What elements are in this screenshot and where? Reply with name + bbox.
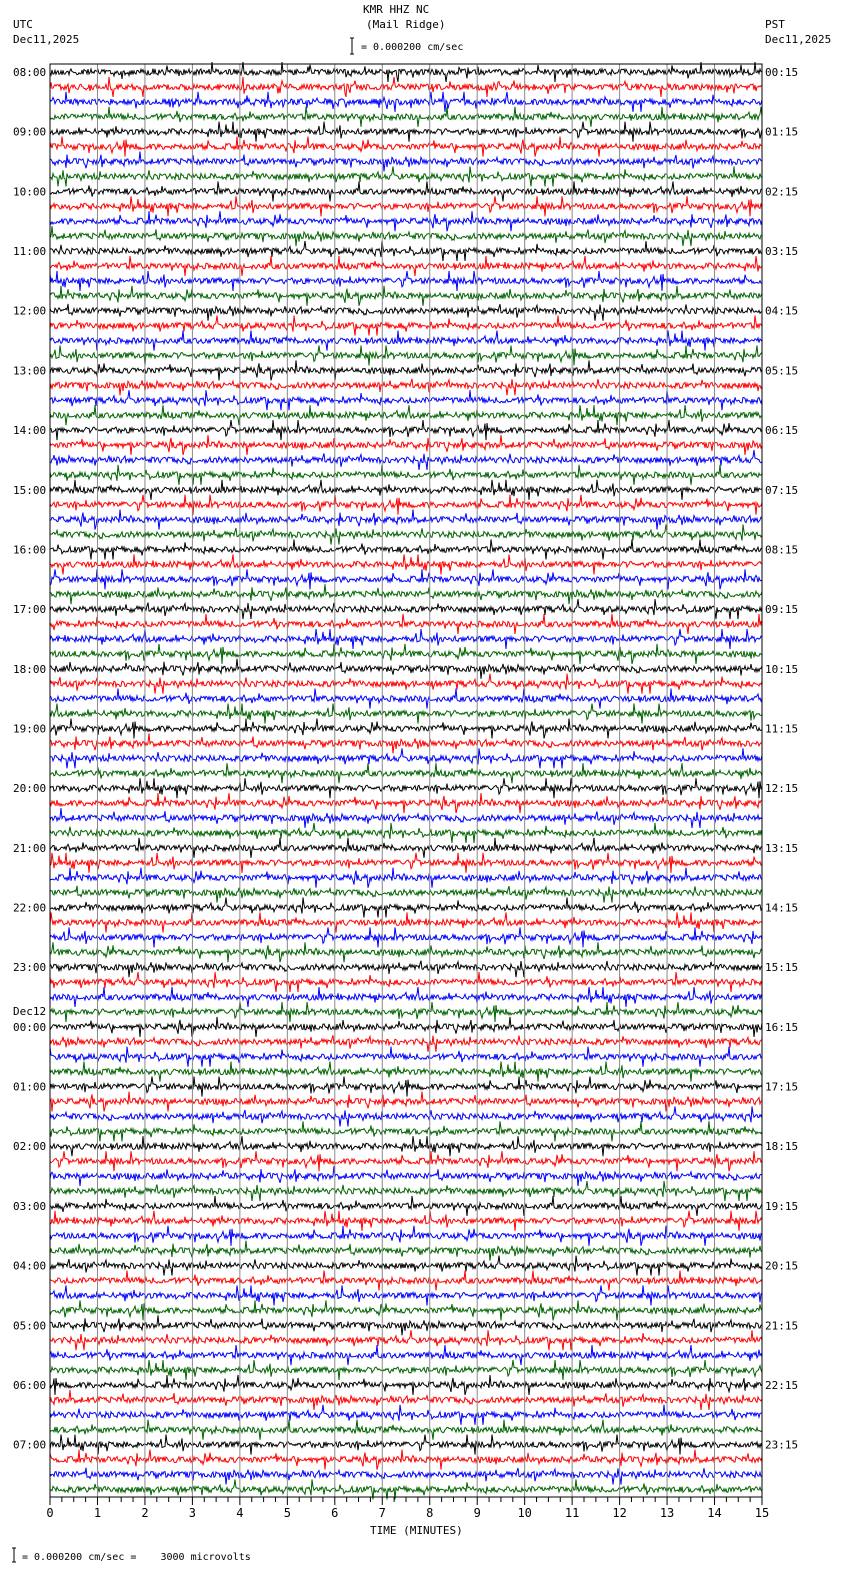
seismic-trace	[50, 1062, 762, 1082]
seismic-trace	[50, 704, 762, 724]
seismic-trace	[50, 1375, 762, 1395]
pst-hour-label: 01:15	[765, 125, 799, 139]
seismic-trace	[50, 823, 762, 843]
seismic-trace	[50, 763, 762, 783]
seismic-trace	[50, 1077, 762, 1097]
x-tick-label: 6	[331, 1506, 339, 1520]
seismic-trace	[50, 525, 762, 545]
utc-hour-label: 16:00	[13, 543, 47, 557]
x-tick-label: 14	[707, 1506, 722, 1520]
pst-hour-label: 10:15	[765, 662, 799, 676]
utc-hour-label: 07:00	[13, 1438, 47, 1452]
seismic-trace	[50, 1181, 762, 1201]
x-tick-label: 3	[188, 1506, 197, 1520]
seismic-trace	[50, 1256, 762, 1276]
seismic-trace	[50, 1360, 762, 1380]
pst-hour-label: 14:15	[765, 901, 799, 915]
seismic-trace	[50, 733, 762, 753]
seismic-trace	[50, 62, 762, 82]
x-tick-label: 9	[473, 1506, 481, 1520]
seismic-trace	[50, 614, 762, 634]
pst-hour-label: 00:15	[765, 66, 799, 79]
utc-hour-label: 14:00	[13, 424, 47, 438]
seismic-trace	[50, 480, 762, 500]
x-tick-label: 5	[283, 1506, 291, 1520]
station-title: KMR HHZ NC	[363, 3, 430, 16]
seismic-trace	[50, 107, 762, 127]
seismic-trace	[50, 304, 762, 321]
seismic-trace	[50, 868, 762, 888]
seismic-trace	[50, 927, 762, 947]
seismic-trace	[50, 898, 762, 918]
utc-hour-label: 04:00	[13, 1259, 47, 1273]
seismic-trace	[50, 942, 762, 962]
pst-hour-label: 04:15	[765, 304, 799, 318]
utc-hour-label: 11:00	[13, 245, 47, 259]
seismic-trace	[50, 1285, 762, 1305]
seismic-trace	[50, 793, 762, 813]
seismic-trace	[50, 450, 762, 470]
seismic-trace	[50, 554, 762, 574]
seismic-trace	[50, 1035, 762, 1052]
utc-hour-label: 19:00	[13, 722, 47, 736]
seismic-trace	[50, 196, 762, 216]
pst-hour-label: 09:15	[765, 603, 799, 617]
x-tick-label: 15	[754, 1506, 770, 1520]
pst-hour-label: 06:15	[765, 424, 799, 438]
pst-hour-label: 07:15	[765, 483, 799, 497]
seismic-trace	[50, 644, 762, 664]
seismic-trace	[50, 1435, 762, 1455]
date-change-label: Dec12	[13, 1004, 47, 1018]
seismic-trace	[50, 346, 762, 366]
seismic-trace	[50, 495, 762, 515]
pst-hour-label: 21:15	[765, 1319, 799, 1333]
seismic-trace	[50, 465, 762, 485]
seismic-trace	[50, 1345, 762, 1365]
pst-hour-label: 23:15	[765, 1438, 799, 1452]
utc-hour-label: 22:00	[13, 901, 47, 915]
pst-hour-label: 17:15	[765, 1080, 799, 1094]
seismic-trace	[50, 659, 762, 679]
utc-hour-label: 20:00	[13, 782, 47, 796]
x-tick-label: 2	[141, 1506, 149, 1520]
seismic-trace	[50, 1479, 762, 1499]
seismic-trace	[50, 1405, 762, 1425]
right-timezone: PST	[765, 18, 785, 31]
x-tick-label: 13	[659, 1506, 675, 1520]
utc-hour-label: 06:00	[13, 1378, 47, 1392]
x-tick-label: 7	[378, 1506, 386, 1520]
seismic-trace	[50, 987, 762, 1007]
seismic-trace	[50, 1136, 762, 1156]
x-tick-label: 1	[93, 1506, 102, 1520]
seismic-trace	[50, 241, 762, 261]
seismic-trace	[50, 1468, 762, 1485]
scale-label: = 0.000200 cm/sec	[361, 42, 464, 53]
x-tick-label: 4	[236, 1506, 244, 1520]
utc-hour-label: 08:00	[13, 66, 47, 79]
utc-hour-label: 17:00	[13, 603, 47, 617]
seismic-trace	[50, 1106, 762, 1126]
seismic-trace	[50, 360, 762, 380]
seismic-trace	[50, 181, 762, 201]
seismic-trace	[50, 1315, 762, 1335]
left-date: Dec11,2025	[13, 33, 80, 46]
seismic-trace	[50, 569, 762, 589]
seismic-trace	[50, 1166, 762, 1186]
seismic-trace	[50, 674, 762, 694]
x-tick-label: 0	[46, 1506, 54, 1520]
utc-hour-label: 01:00	[13, 1080, 47, 1094]
seismic-trace	[50, 226, 762, 246]
utc-hour-label: 23:00	[13, 961, 47, 975]
seismic-trace	[50, 972, 762, 992]
utc-hour-label: 21:00	[13, 841, 47, 855]
seismic-trace	[50, 1450, 762, 1470]
x-tick-label: 10	[517, 1506, 532, 1520]
pst-hour-label: 05:15	[765, 364, 799, 378]
pst-hour-label: 18:15	[765, 1140, 799, 1154]
seismic-trace	[50, 1241, 762, 1261]
seismic-trace	[50, 405, 762, 425]
seismic-trace	[50, 778, 762, 798]
pst-hour-label: 19:15	[765, 1199, 799, 1213]
pst-hour-label: 12:15	[765, 782, 799, 796]
seismic-trace	[50, 912, 762, 932]
seismic-trace	[50, 152, 762, 172]
seismic-trace	[50, 1196, 762, 1216]
utc-hour-label: 09:00	[13, 125, 47, 139]
seismic-trace	[50, 316, 762, 336]
seismic-trace	[50, 1092, 762, 1112]
seismic-trace	[50, 1420, 762, 1440]
seismic-trace	[50, 211, 762, 231]
seismic-trace	[50, 539, 762, 559]
x-tick-label: 12	[612, 1506, 627, 1520]
x-tick-label: 8	[426, 1506, 434, 1520]
utc-hour-label: 18:00	[13, 662, 47, 676]
pst-hour-label: 22:15	[765, 1378, 799, 1392]
pst-hour-label: 13:15	[765, 841, 799, 855]
seismic-trace	[50, 271, 762, 291]
utc-hour-label: 13:00	[13, 364, 47, 378]
seismic-trace	[50, 1330, 762, 1350]
pst-hour-label: 11:15	[765, 722, 799, 736]
pst-hour-label: 02:15	[765, 185, 799, 199]
seismic-trace	[50, 92, 762, 112]
pst-hour-label: 03:15	[765, 245, 799, 259]
seismic-trace	[50, 166, 762, 186]
seismic-trace	[50, 886, 762, 903]
seismic-trace	[50, 286, 762, 306]
seismic-trace	[50, 1300, 762, 1320]
utc-hour-label: 10:00	[13, 185, 47, 199]
right-date: Dec11,2025	[765, 33, 832, 46]
seismic-trace	[50, 961, 762, 978]
seismic-trace	[50, 77, 762, 97]
seismic-trace	[50, 1390, 762, 1410]
seismic-trace	[50, 137, 762, 157]
pst-hour-label: 16:15	[765, 1020, 799, 1034]
seismic-trace	[50, 719, 762, 739]
seismic-trace	[50, 1271, 762, 1291]
seismic-trace	[50, 420, 762, 440]
seismic-trace	[50, 629, 762, 649]
seismic-trace	[50, 390, 762, 410]
seismic-trace	[50, 379, 762, 396]
footer-scale-note: = 0.000200 cm/sec = 3000 microvolts	[22, 1552, 251, 1563]
seismic-trace	[50, 689, 762, 709]
left-timezone: UTC	[13, 18, 33, 31]
seismic-trace	[50, 122, 762, 142]
utc-hour-label: 00:00	[13, 1020, 47, 1034]
seismic-trace	[50, 1047, 762, 1067]
seismic-trace	[50, 1151, 762, 1171]
utc-hour-label: 03:00	[13, 1199, 47, 1213]
seismic-trace	[50, 1211, 762, 1231]
pst-hour-label: 08:15	[765, 543, 799, 557]
seismic-trace	[50, 1002, 762, 1022]
x-axis-label: TIME (MINUTES)	[370, 1524, 463, 1537]
utc-hour-label: 02:00	[13, 1140, 47, 1154]
utc-hour-label: 12:00	[13, 304, 47, 318]
pst-hour-label: 15:15	[765, 961, 799, 975]
seismic-trace	[50, 599, 762, 619]
pst-hour-label: 20:15	[765, 1259, 799, 1273]
station-location: (Mail Ridge)	[366, 18, 446, 31]
seismic-trace	[50, 331, 762, 351]
seismic-trace	[50, 853, 762, 873]
seismic-trace	[50, 435, 762, 455]
seismic-trace	[50, 1226, 762, 1246]
seismic-trace	[50, 510, 762, 530]
utc-hour-label: 05:00	[13, 1319, 47, 1333]
seismic-trace	[50, 256, 762, 276]
seismic-trace	[50, 748, 762, 768]
utc-hour-label: 15:00	[13, 483, 47, 497]
seismic-trace	[50, 1121, 762, 1141]
seismic-trace	[50, 1017, 762, 1037]
x-tick-label: 11	[564, 1506, 580, 1520]
